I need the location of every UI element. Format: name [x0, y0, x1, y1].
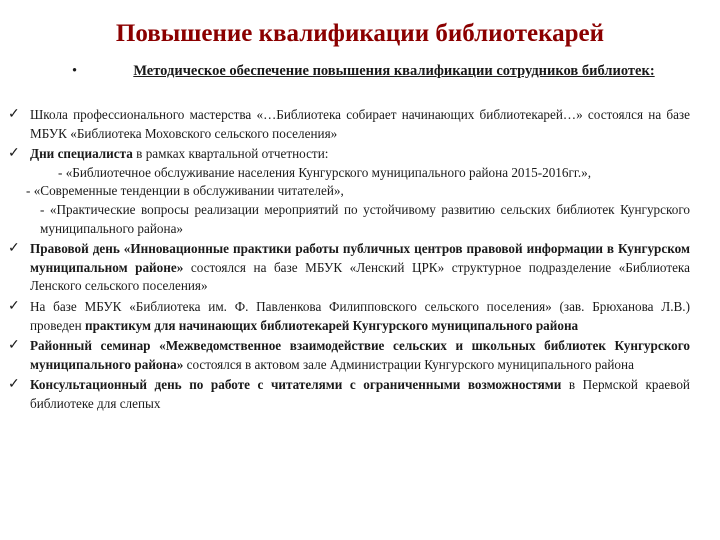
item-rest-text: состоялся в актовом зале Администрации Кунгурского муниципального района — [183, 356, 634, 372]
item-bold-text: Правовой день «Инновационные практики работы публичных центров правовой информации в Кунгурском муниципальном районе» — [30, 241, 690, 275]
list-item — [8, 376, 690, 413]
item-text — [30, 337, 690, 374]
checkmark-icon: ✓ — [8, 241, 20, 257]
item-bold-text: Районный семинар «Межведомственное взаимодействие сельских и школьных библиотек Кунгурского муниципального района» — [30, 338, 690, 372]
item-text — [30, 240, 690, 296]
checkmark-icon: ✓ — [8, 377, 20, 393]
item-subline: - «Практические вопросы реализации мероприятий по устойчивому развитию сельских библиотек Кунгурского муниципального района» — [40, 201, 690, 236]
list-item — [8, 240, 690, 296]
list-item — [8, 337, 690, 374]
checkmark-icon: ✓ — [8, 107, 20, 122]
checkmark-icon: ✓ — [8, 146, 20, 162]
item-text — [30, 298, 690, 335]
item-paragraph: Школа профессионального мастерства «…Библиотека собирает начинающих библиотекарей…» состоялся на базе МБУК «Библиотека Моховского сельского поселения» — [30, 107, 690, 141]
checkmark-icon: ✓ — [8, 298, 20, 314]
checkmark-icon: ✓ — [8, 338, 20, 354]
item-text — [30, 106, 690, 143]
activity-list — [8, 106, 690, 416]
slide-title: Повышение квалификации библиотекарей — [115, 20, 605, 47]
list-item — [8, 145, 690, 238]
item-paragraph: На базе МБУК «Библиотека им. Ф. Павленкова Филипповского сельского поселения» (зав. Брюханова Л.В.) проведен — [30, 298, 690, 333]
item-rest-text: состоялся на базе МБУК «Ленский ЦРК» структурное подразделение «Библиотека Ленского сельского поселения» — [30, 259, 690, 294]
item-subline: - «Библиотечное обслуживание населения Кунгурского муниципального района 2015-2016гг.», — [58, 164, 592, 180]
item-bold-text: Консультационный день по работе с читателями с ограниченными возможностями — [30, 377, 562, 393]
list-item — [8, 298, 690, 335]
item-heading-bold: Дни специалиста — [30, 146, 133, 162]
bullet-icon: • — [72, 63, 78, 79]
item-rest-text: в Пермской краевой библиотеке для слепых — [30, 377, 690, 411]
subtitle-row — [72, 62, 692, 80]
item-subline: - «Современные тенденции в обслуживании читателей», — [26, 183, 344, 199]
item-text — [26, 145, 690, 238]
item-text — [30, 376, 690, 413]
item-heading-rest: в рамках квартальной отчетности: — [132, 146, 329, 162]
list-item — [8, 106, 690, 143]
item-bold-text: практикум для начинающих библиотекарей Кунгурского муниципального района — [85, 317, 579, 333]
slide-subtitle: Методическое обеспечение повышения квалификации сотрудников библиотек: — [133, 63, 655, 79]
